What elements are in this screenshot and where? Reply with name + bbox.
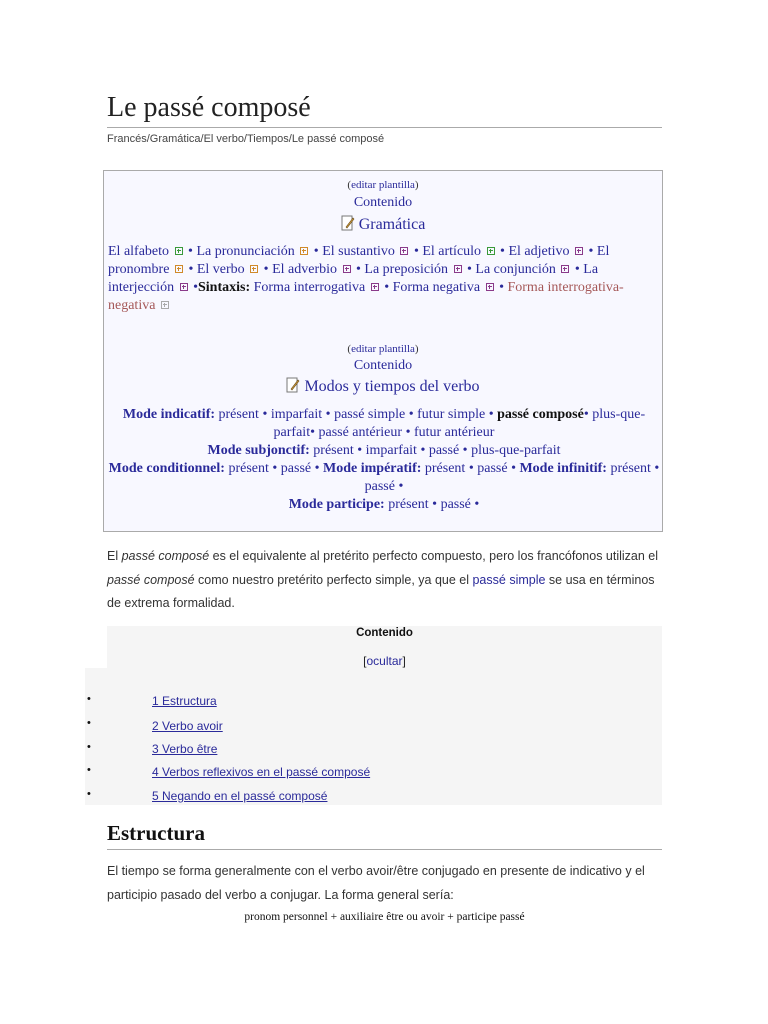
plus-icon[interactable] [250, 265, 258, 273]
link-passe-simple-inline[interactable]: passé simple [472, 572, 546, 587]
plus-icon[interactable] [300, 247, 308, 255]
link-part-passe[interactable]: passé [440, 497, 471, 512]
link-preposicion[interactable]: La preposición [364, 262, 448, 277]
link-forma-interrogativa-negativa[interactable]: Forma interrogativa-negativa [108, 280, 624, 313]
toc-list-background [85, 668, 107, 805]
link-futur-anterieur[interactable]: futur antérieur [413, 425, 495, 440]
section-paragraph: El tiempo se forma generalmente con el verbo avoir/être conjugado en presente de indicativo y el participio pasado del verbo a conjugar. La forma general sería: [107, 864, 645, 902]
navbox2-heading[interactable] [104, 377, 662, 396]
plus-icon[interactable] [400, 247, 408, 255]
plus-icon[interactable] [161, 301, 169, 309]
navbox1-edit[interactable]: (editar plantilla) [347, 179, 419, 191]
link-conjuncion[interactable]: La conjunción [475, 262, 556, 277]
plus-icon[interactable] [371, 283, 379, 291]
intro-paragraph: El passé composé es el equivalente al pretérito perfecto compuesto, pero los francófonos utilizan el passé composé como nuestro pretérito perfecto simple, ya que el passé simple se usa en términos de extrema formalidad. [107, 549, 659, 610]
link-subj-imparfait[interactable]: imparfait [365, 443, 417, 458]
link-subj-plus-que-parfait[interactable]: plus-que-parfait [471, 443, 561, 458]
section-heading: Estructura [107, 821, 662, 850]
plus-icon[interactable] [575, 247, 583, 255]
current-passe-compose: passé composé [497, 407, 584, 422]
link-inf-present[interactable]: présent [610, 461, 651, 476]
link-cond-passe[interactable]: passé [280, 461, 312, 476]
link-pronunciacion[interactable]: La pronunciación [196, 244, 295, 259]
navbox1-contents[interactable]: Contenido [353, 195, 413, 210]
navbox2-links: Mode indicatif: présent • imparfait • passé simple • futur simple • passé composé• plus-que-parfait• passé antérieur • futur antérieur Mode subjonctif: présent • imparfait • passé • plus-que-parfait Mode conditionnel: présent • passé • Mode impératif: présent • passé • Mode infinitif: présent • passé • Mode participe: présent • passé • [108, 407, 660, 512]
link-imparfait[interactable]: imparfait [270, 407, 323, 422]
plus-icon[interactable] [454, 265, 462, 273]
link-cond-present[interactable]: présent [228, 461, 269, 476]
link-imp-present[interactable]: présent [424, 461, 466, 476]
link-subj-present[interactable]: présent [313, 443, 354, 458]
toc-item[interactable]: 2 Verbo avoir [152, 719, 223, 733]
formula: pronom personnel + auxiliaire être ou avoir + participe passé [244, 911, 525, 923]
imperatif-label: Mode impératif: [323, 461, 422, 476]
plus-icon[interactable] [561, 265, 569, 273]
toc-item[interactable]: 3 Verbo être [152, 742, 218, 756]
link-adverbio[interactable]: El adverbio [272, 262, 337, 277]
navbox1-links: El alfabeto • La pronunciación • El sustantivo • El artículo • El adjetivo • El pronombre • El verbo • El adverbio • La preposición • La conjunción • La interjección •Sintaxis: Forma interrogativa • Forma negativa • Forma interrogativa-negativa [108, 244, 624, 313]
link-passe-anterieur[interactable]: passé antérieur [318, 425, 403, 440]
navbox1-heading-text: Gramática [358, 216, 426, 233]
edit-template-link[interactable]: editar plantilla [351, 343, 415, 355]
conditionnel-label: Mode conditionnel: [108, 461, 225, 476]
toc-hide-toggle[interactable]: [ocultar] [363, 654, 406, 668]
bullet-icon: • [87, 788, 91, 800]
toc-item[interactable]: 1 Estructura [152, 694, 217, 708]
link-subj-passe[interactable]: passé [428, 443, 460, 458]
pencil-icon [341, 215, 355, 231]
navbox2-edit[interactable]: (editar plantilla) [347, 343, 419, 355]
toc-item[interactable]: 5 Negando en el passé composé [152, 789, 328, 803]
link-passe-simple[interactable]: passé simple [334, 407, 406, 422]
bullet-icon: • [87, 693, 91, 705]
edit-template-link[interactable]: editar plantilla [351, 179, 415, 191]
link-part-present[interactable]: présent [388, 497, 429, 512]
link-pronombre[interactable]: El pronombre [108, 244, 610, 277]
bullet-icon: • [87, 717, 91, 729]
link-sustantivo[interactable]: El sustantivo [322, 244, 395, 259]
link-futur-simple[interactable]: futur simple [417, 407, 486, 422]
sintaxis-label: Sintaxis: [197, 280, 251, 295]
navbox1-heading[interactable] [104, 215, 662, 234]
breadcrumb: Francés/Gramática/El verbo/Tiempos/Le passé composé [107, 133, 385, 145]
toc-title: Contenido [356, 627, 413, 639]
link-inf-passe[interactable]: passé [364, 479, 395, 494]
navbox-templates [103, 170, 663, 532]
navbox2-contents[interactable]: Contenido [353, 358, 413, 373]
toc-item[interactable]: 4 Verbos reflexivos en el passé composé [152, 765, 371, 779]
link-plus-que-parfait[interactable]: plus-que-parfait [273, 407, 646, 440]
link-articulo[interactable]: El artículo [422, 244, 482, 259]
link-adjetivo[interactable]: El adjetivo [508, 244, 570, 259]
link-verbo[interactable]: El verbo [196, 262, 245, 277]
bullet-icon: • [87, 764, 91, 776]
indicatif-label: Mode indicatif: [122, 407, 216, 422]
infinitif-label: Mode infinitif: [519, 461, 607, 476]
link-interjeccion[interactable]: La interjección [108, 262, 599, 295]
plus-icon[interactable] [486, 283, 494, 291]
link-alfabeto[interactable]: El alfabeto [108, 244, 170, 259]
plus-icon[interactable] [180, 283, 188, 291]
plus-icon[interactable] [175, 265, 183, 273]
participe-label: Mode participe: [288, 497, 385, 512]
page-title: Le passé composé [107, 92, 662, 128]
link-present[interactable]: présent [218, 407, 259, 422]
plus-icon[interactable] [487, 247, 495, 255]
link-forma-negativa[interactable]: Forma negativa [392, 280, 481, 295]
link-imp-passe[interactable]: passé [477, 461, 508, 476]
navbox2-heading-text: Modos y tiempos del verbo [304, 378, 480, 395]
bullet-icon: • [87, 741, 91, 753]
plus-icon[interactable] [175, 247, 183, 255]
subjonctif-label: Mode subjonctif: [207, 443, 310, 458]
link-forma-interrogativa[interactable]: Forma interrogativa [253, 280, 366, 295]
plus-icon[interactable] [343, 265, 351, 273]
pencil-icon [286, 377, 300, 393]
toc-hide-link[interactable]: ocultar [366, 654, 403, 668]
